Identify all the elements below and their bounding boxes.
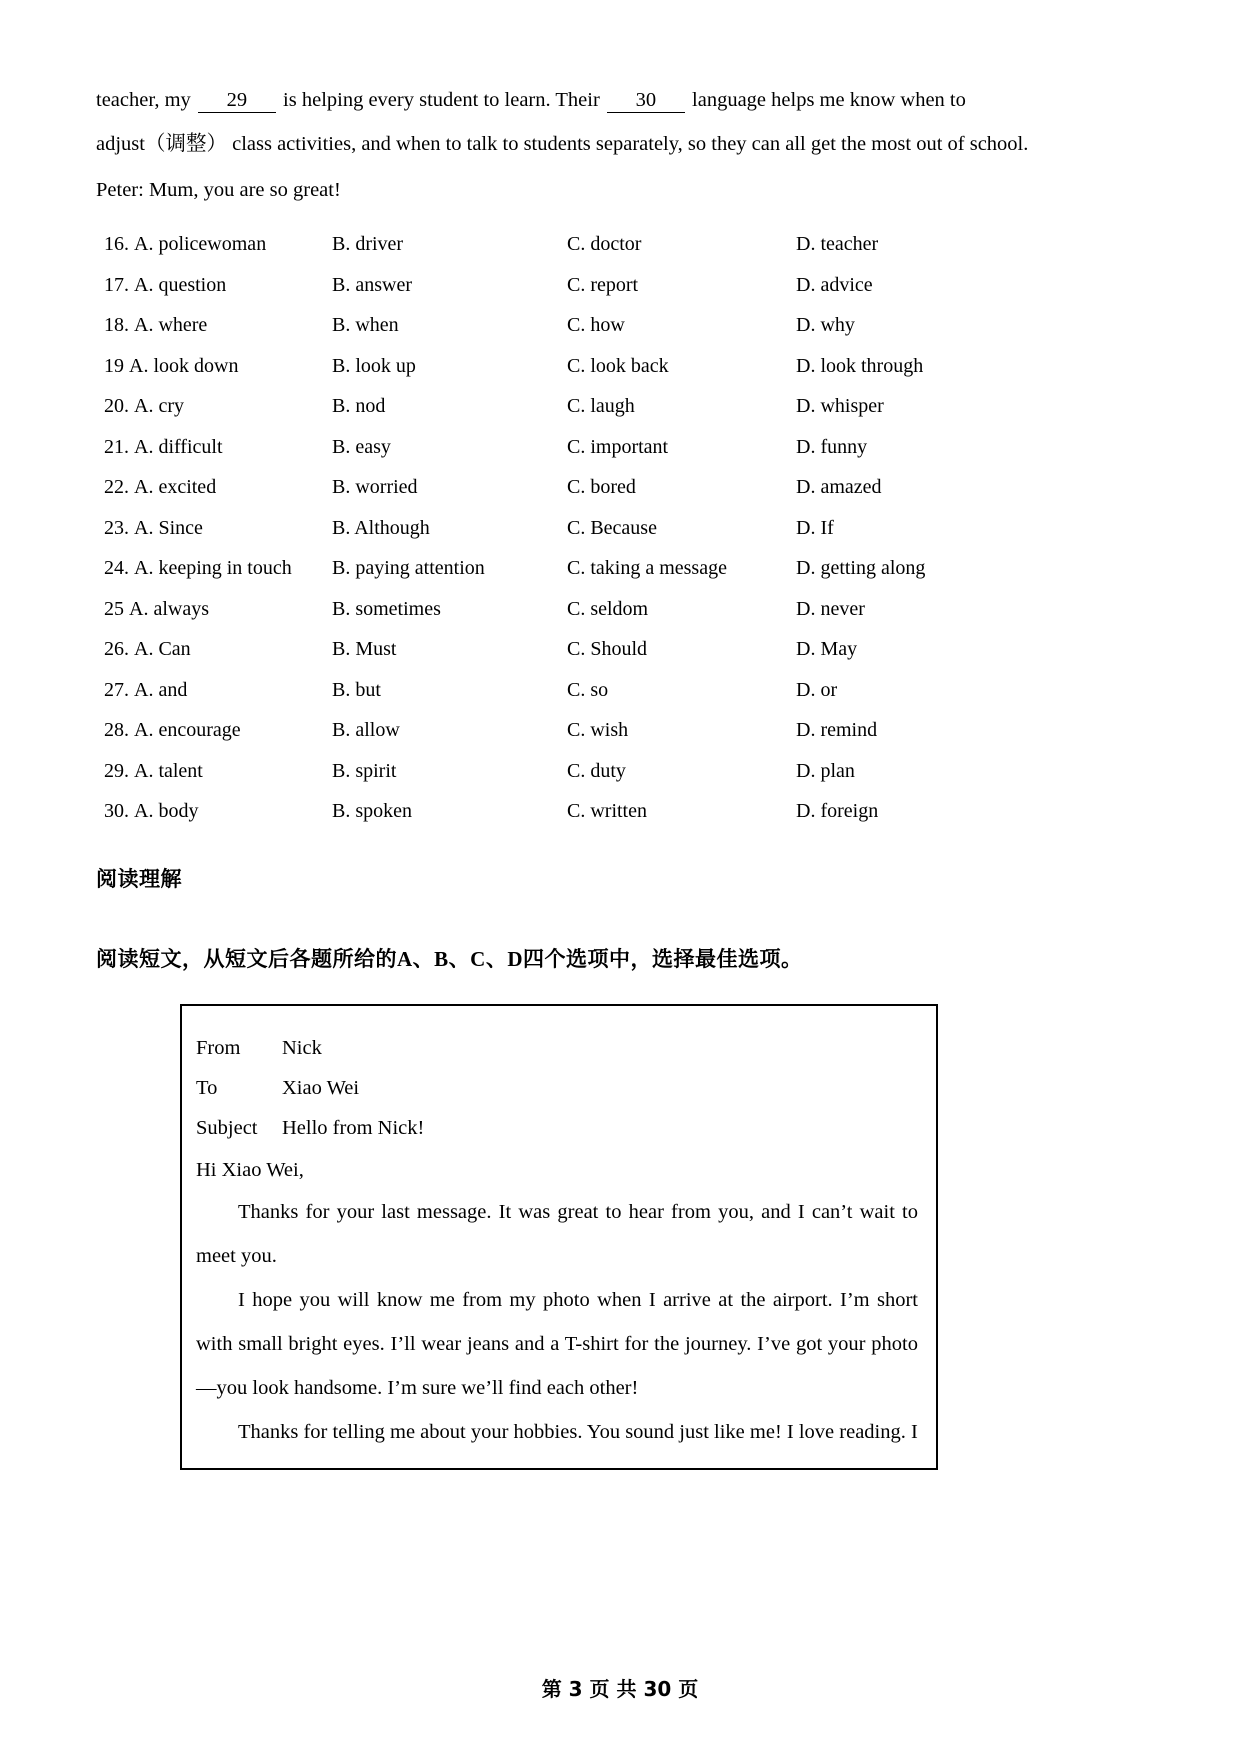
option-choice-b[interactable]: B. when bbox=[332, 314, 399, 336]
option-choice-a[interactable] bbox=[104, 386, 332, 427]
option-choice-c[interactable]: C. seldom bbox=[567, 597, 649, 620]
option-choice-c[interactable]: C. wish bbox=[567, 719, 629, 741]
email-subject-value: Hello from Nick! bbox=[282, 1116, 425, 1139]
option-row bbox=[96, 346, 1154, 387]
option-number: 24. bbox=[104, 557, 129, 579]
option-number: 19 bbox=[104, 354, 124, 377]
option-choice-b[interactable]: B. look up bbox=[332, 354, 416, 377]
option-label-a: A. Can bbox=[134, 638, 191, 660]
option-choice-c[interactable]: C. how bbox=[567, 314, 625, 336]
option-choice-c[interactable]: C. Should bbox=[567, 638, 648, 660]
passage-text-mid: is helping every student to learn. Their bbox=[283, 89, 600, 111]
email-paragraph-2: I hope you will know me from my photo when I arrive at the airport. I’m short with small bright eyes. I’ll wear jeans and a T-shirt for the journey. I’ve got your photo—you look handsome. I’m sure we’ll find each other! bbox=[196, 1288, 918, 1399]
section-heading-reading: 阅读理解 bbox=[96, 866, 182, 891]
email-to-value: Xiao Wei bbox=[282, 1076, 360, 1099]
options-list bbox=[96, 224, 1154, 832]
option-choice-d[interactable]: D. amazed bbox=[796, 476, 882, 498]
option-choice-d[interactable]: D. funny bbox=[796, 435, 868, 458]
option-choice-d[interactable]: D. whisper bbox=[796, 395, 884, 417]
email-to-row bbox=[196, 1068, 918, 1108]
option-choice-b[interactable]: B. nod bbox=[332, 395, 386, 417]
option-row bbox=[96, 548, 1154, 589]
option-choice-a[interactable] bbox=[104, 589, 332, 630]
cloze-blank-30: 30 bbox=[607, 90, 685, 113]
option-choice-a[interactable] bbox=[104, 508, 332, 549]
option-choice-a[interactable] bbox=[104, 265, 332, 306]
option-choice-c[interactable]: C. duty bbox=[567, 759, 626, 782]
option-number: 22. bbox=[104, 476, 129, 498]
option-number: 21. bbox=[104, 435, 129, 458]
option-number: 28. bbox=[104, 719, 129, 741]
option-choice-d[interactable]: D. advice bbox=[796, 273, 873, 296]
option-label-a: A. always bbox=[129, 597, 209, 620]
option-label-a: A. body bbox=[134, 800, 199, 822]
option-label-a: A. policewoman bbox=[134, 233, 267, 255]
option-label-a: A. where bbox=[134, 314, 208, 336]
option-row bbox=[96, 508, 1154, 549]
option-row bbox=[96, 386, 1154, 427]
option-label-a: A. cry bbox=[134, 395, 184, 417]
email-subject-label: Subject bbox=[196, 1116, 258, 1139]
instruction-part-2: 四个选项中，选择最佳选项。 bbox=[523, 946, 803, 971]
option-row bbox=[96, 791, 1154, 832]
option-label-a: A. and bbox=[134, 678, 188, 701]
option-choice-d[interactable]: D. teacher bbox=[796, 233, 879, 255]
option-choice-d[interactable]: D. May bbox=[796, 638, 858, 660]
passage-line-1 bbox=[96, 78, 1154, 122]
option-choice-c[interactable]: C. bored bbox=[567, 476, 636, 498]
option-number: 29. bbox=[104, 759, 129, 782]
email-from-value: Nick bbox=[282, 1036, 322, 1059]
section-instruction bbox=[96, 942, 1154, 976]
option-number: 27. bbox=[104, 678, 129, 701]
option-choice-c[interactable]: C. doctor bbox=[567, 233, 642, 255]
option-choice-d[interactable]: D. plan bbox=[796, 759, 855, 782]
page-content bbox=[96, 78, 1154, 1470]
option-choice-c[interactable]: C. written bbox=[567, 800, 647, 822]
page-footer: 第 3 页 共 30 页 bbox=[541, 1677, 699, 1701]
option-choice-b[interactable]: B. paying attention bbox=[332, 557, 485, 579]
passage-text-after: language helps me know when to bbox=[692, 89, 966, 111]
option-row bbox=[96, 670, 1154, 711]
option-choice-c[interactable]: C. so bbox=[567, 678, 609, 701]
option-choice-b[interactable]: B. Must bbox=[332, 638, 397, 660]
option-label-a: A. Since bbox=[134, 516, 203, 539]
option-number: 30. bbox=[104, 800, 129, 822]
email-subject-row bbox=[196, 1108, 918, 1148]
option-choice-d[interactable]: D. If bbox=[796, 516, 834, 539]
option-number: 25 bbox=[104, 597, 124, 620]
option-choice-a[interactable] bbox=[104, 670, 332, 711]
instruction-part-1: 阅读短文，从短文后各题所给的 bbox=[96, 946, 397, 971]
option-choice-a[interactable] bbox=[104, 791, 332, 832]
email-to-label: To bbox=[196, 1076, 218, 1099]
option-row bbox=[96, 427, 1154, 468]
option-choice-a[interactable] bbox=[104, 629, 332, 670]
option-choice-c[interactable]: C. Because bbox=[567, 516, 657, 539]
option-choice-b[interactable]: B. but bbox=[332, 678, 381, 701]
option-number: 17. bbox=[104, 273, 129, 296]
option-choice-d[interactable]: D. never bbox=[796, 597, 865, 620]
option-choice-a[interactable] bbox=[104, 305, 332, 346]
option-choice-a[interactable] bbox=[104, 346, 332, 387]
cloze-blank-29: 29 bbox=[198, 90, 276, 113]
option-choice-a[interactable] bbox=[104, 224, 332, 265]
option-choice-c[interactable]: C. laugh bbox=[567, 395, 635, 417]
option-choice-b[interactable]: B. sometimes bbox=[332, 597, 441, 620]
option-row bbox=[96, 305, 1154, 346]
option-row bbox=[96, 589, 1154, 630]
option-choice-d[interactable]: D. getting along bbox=[796, 557, 926, 579]
option-label-a: A. difficult bbox=[134, 435, 223, 458]
option-row bbox=[96, 265, 1154, 306]
email-reading-passage bbox=[180, 1004, 938, 1470]
option-choice-b[interactable]: B. easy bbox=[332, 435, 391, 458]
option-number: 18. bbox=[104, 314, 129, 336]
passage-line-2: adjust（调整） class activities, and when to talk to students separately, so they can all get the most out of school. bbox=[96, 133, 1029, 155]
option-label-a: A. excited bbox=[134, 476, 217, 498]
option-choice-a[interactable] bbox=[104, 427, 332, 468]
option-label-a: A. keeping in touch bbox=[134, 557, 292, 579]
option-choice-a[interactable] bbox=[104, 467, 332, 508]
option-choice-c[interactable]: C. taking a message bbox=[567, 557, 727, 579]
option-choice-b[interactable]: B. answer bbox=[332, 273, 412, 296]
option-row bbox=[96, 629, 1154, 670]
email-paragraph-1: Thanks for your last message. It was great to hear from you, and I can’t wait to meet you. bbox=[196, 1200, 918, 1267]
email-from-row bbox=[196, 1028, 918, 1068]
option-choice-d[interactable]: D. foreign bbox=[796, 800, 879, 822]
option-choice-c[interactable]: C. important bbox=[567, 435, 669, 458]
option-choice-a[interactable] bbox=[104, 751, 332, 792]
option-choice-d[interactable]: D. remind bbox=[796, 719, 878, 741]
option-label-a: A. look down bbox=[129, 354, 239, 377]
option-choice-c[interactable]: C. look back bbox=[567, 354, 669, 377]
option-number: 16. bbox=[104, 233, 129, 255]
option-row bbox=[96, 751, 1154, 792]
option-choice-d[interactable]: D. why bbox=[796, 314, 855, 336]
passage-dialog-line: Peter: Mum, you are so great! bbox=[96, 179, 341, 201]
option-label-a: A. encourage bbox=[134, 719, 241, 741]
option-choice-b[interactable]: B. allow bbox=[332, 719, 400, 741]
option-choice-b[interactable]: B. Although bbox=[332, 516, 430, 539]
option-choice-d[interactable]: D. or bbox=[796, 678, 838, 701]
option-row bbox=[96, 467, 1154, 508]
instruction-latin-options: A、B、C、D bbox=[397, 946, 524, 971]
option-choice-b[interactable]: B. driver bbox=[332, 233, 404, 255]
option-choice-a[interactable] bbox=[104, 710, 332, 751]
option-choice-b[interactable]: B. worried bbox=[332, 476, 418, 498]
option-number: 23. bbox=[104, 516, 129, 539]
option-choice-a[interactable] bbox=[104, 548, 332, 589]
option-choice-b[interactable]: B. spirit bbox=[332, 759, 397, 782]
option-number: 26. bbox=[104, 638, 129, 660]
passage-text-before: teacher, my bbox=[96, 89, 191, 111]
option-label-a: A. talent bbox=[134, 759, 203, 782]
option-row bbox=[96, 710, 1154, 751]
option-choice-b[interactable]: B. spoken bbox=[332, 800, 412, 822]
option-choice-c[interactable]: C. report bbox=[567, 273, 639, 296]
email-from-label: From bbox=[196, 1036, 241, 1059]
option-choice-d[interactable]: D. look through bbox=[796, 354, 924, 377]
email-paragraph-3: Thanks for telling me about your hobbies. You sound just like me! I love reading. I bbox=[238, 1420, 918, 1443]
option-number: 20. bbox=[104, 395, 129, 417]
option-row bbox=[96, 224, 1154, 265]
option-label-a: A. question bbox=[134, 273, 227, 296]
email-greeting: Hi Xiao Wei, bbox=[196, 1158, 304, 1181]
